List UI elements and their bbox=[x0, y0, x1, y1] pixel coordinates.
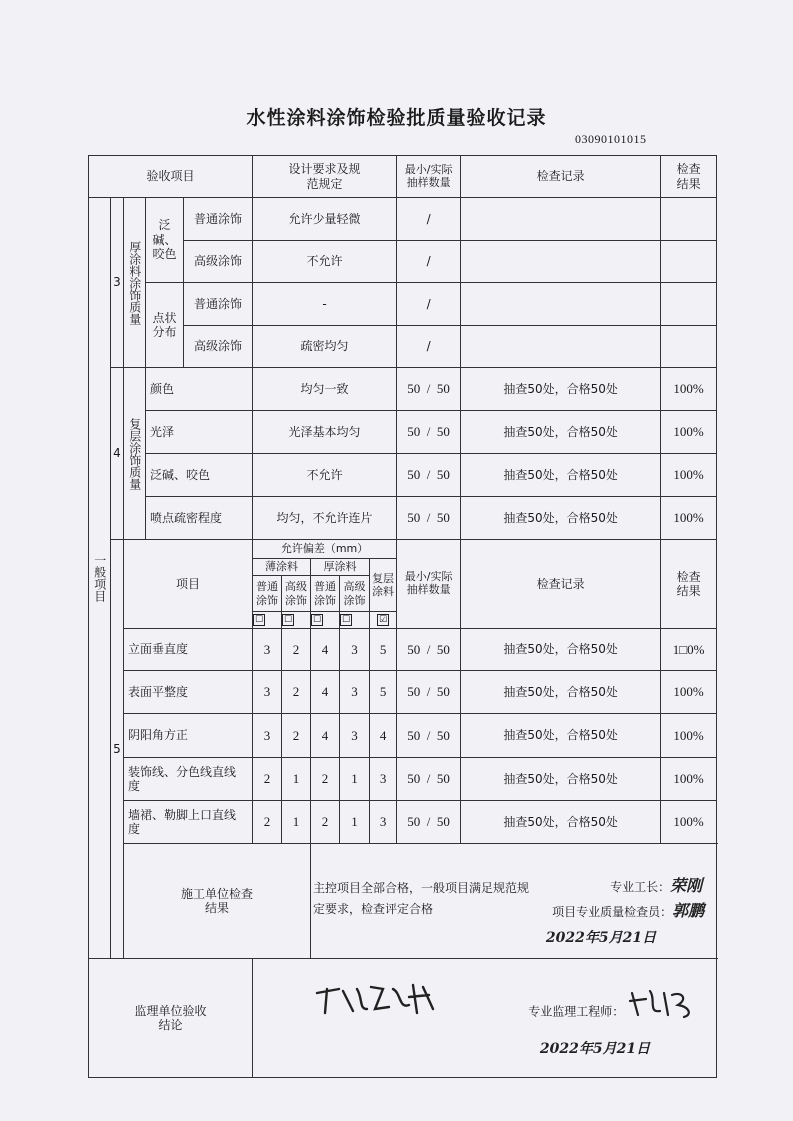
sample-count: 50 / 50 bbox=[397, 497, 461, 540]
construction-result-row bbox=[89, 844, 717, 959]
supervision-label: 监理单位验收结论 bbox=[89, 959, 253, 1078]
advanced-finish-header: 高级涂饰 bbox=[340, 576, 370, 612]
header-design: 设计要求及规范规定 bbox=[253, 156, 397, 198]
supervisor-signature bbox=[628, 987, 698, 1019]
multi-coating-header: 复层涂料 bbox=[370, 559, 397, 612]
check-result: 100% bbox=[661, 411, 717, 454]
tolerance-value: 3 bbox=[253, 714, 282, 758]
tolerance-value: 2 bbox=[311, 801, 340, 844]
requirement: 允许少量轻微 bbox=[253, 198, 397, 241]
table-row bbox=[89, 671, 717, 714]
tolerance-value: 4 bbox=[311, 629, 340, 671]
tolerance-value: 4 bbox=[311, 714, 340, 758]
supervision-date: 2022年5月21日 bbox=[539, 1041, 651, 1057]
check-result: 100% bbox=[661, 454, 717, 497]
requirement: 疏密均匀 bbox=[253, 326, 397, 368]
checkbox-multi-coating[interactable]: ☑ bbox=[370, 612, 397, 629]
check-result bbox=[661, 198, 717, 241]
checkbox-advanced-thick[interactable]: ☐ bbox=[340, 612, 370, 629]
check-result bbox=[661, 241, 717, 283]
item-header: 项目 bbox=[124, 540, 253, 629]
check-result bbox=[661, 326, 717, 368]
check-record: 抽查50处，合格50处 bbox=[461, 801, 661, 844]
group-number: 5 bbox=[111, 540, 124, 959]
item-label: 墙裙、勒脚上口直线度 bbox=[124, 801, 253, 844]
item-label: 表面平整度 bbox=[124, 671, 253, 714]
header-sample: 最小/实际抽样数量 bbox=[397, 156, 461, 198]
document-title: 水性涂料涂饰检验批质量验收记录 bbox=[246, 107, 547, 129]
check-record: 抽查50处，合格50处 bbox=[461, 758, 661, 801]
sub-item: 泛碱、咬色 bbox=[146, 198, 184, 283]
inspector-signature: 郭鹏 bbox=[672, 901, 705, 920]
check-result: 100% bbox=[661, 368, 717, 411]
common-finish-header: 普通涂饰 bbox=[311, 576, 340, 612]
result-header: 检查结果 bbox=[661, 540, 717, 629]
tolerance-value: 2 bbox=[282, 629, 311, 671]
requirement: 均匀，不允许连片 bbox=[253, 497, 397, 540]
table-row bbox=[89, 241, 717, 283]
tolerance-value: 2 bbox=[282, 714, 311, 758]
sample-count: 50 / 50 bbox=[397, 714, 461, 758]
construction-date: 2022年5月21日 bbox=[545, 930, 657, 946]
tolerance-value: 3 bbox=[340, 629, 370, 671]
table-header-row bbox=[89, 156, 717, 198]
requirement: 光泽基本均匀 bbox=[253, 411, 397, 454]
tolerance-value: 3 bbox=[253, 629, 282, 671]
sample-count: / bbox=[397, 241, 461, 283]
check-record: 抽查50处，合格50处 bbox=[461, 714, 661, 758]
check-record bbox=[461, 326, 661, 368]
grade-label: 普通涂饰 bbox=[184, 198, 253, 241]
tolerance-value: 2 bbox=[311, 758, 340, 801]
sample-header: 最小/实际抽样数量 bbox=[397, 540, 461, 629]
check-result bbox=[661, 283, 717, 326]
supervisor-signature-line: 专业监理工程师： bbox=[528, 987, 698, 1019]
check-result: 100% bbox=[661, 671, 717, 714]
item-label: 阴阳角方正 bbox=[124, 714, 253, 758]
tolerance-value: 1 bbox=[282, 801, 311, 844]
record-header: 检查记录 bbox=[461, 540, 661, 629]
construction-content bbox=[311, 844, 717, 959]
table-row bbox=[89, 411, 717, 454]
advanced-finish-header: 高级涂饰 bbox=[282, 576, 311, 612]
table-row bbox=[89, 283, 717, 326]
sample-count: 50 / 50 bbox=[397, 368, 461, 411]
item-label: 装饰线、分色线直线度 bbox=[124, 758, 253, 801]
table-row bbox=[89, 801, 717, 844]
foreman-signature: 荣刚 bbox=[670, 876, 703, 895]
construction-label: 施工单位检查结果 bbox=[124, 844, 311, 959]
requirement: 不允许 bbox=[253, 454, 397, 497]
document-number: 03090101015 bbox=[575, 132, 647, 146]
checkbox-advanced-thin[interactable]: ☐ bbox=[282, 612, 311, 629]
tolerance-value: 5 bbox=[370, 671, 397, 714]
sub-item: 点状分布 bbox=[146, 283, 184, 368]
sample-count: / bbox=[397, 326, 461, 368]
group-number: 3 bbox=[111, 198, 124, 368]
grade-label: 高级涂饰 bbox=[184, 326, 253, 368]
check-record bbox=[461, 283, 661, 326]
item-label: 颜色 bbox=[146, 368, 253, 411]
tolerance-value: 1 bbox=[282, 758, 311, 801]
check-record: 抽查50处，合格50处 bbox=[461, 368, 661, 411]
thick-coating-header: 厚涂料 bbox=[311, 559, 370, 576]
check-record: 抽查50处，合格50处 bbox=[461, 497, 661, 540]
sample-count: 50 / 50 bbox=[397, 411, 461, 454]
sample-count: 50 / 50 bbox=[397, 758, 461, 801]
sample-count: 50 / 50 bbox=[397, 629, 461, 671]
supervision-result-row bbox=[89, 959, 717, 1078]
grade-label: 普通涂饰 bbox=[184, 283, 253, 326]
check-record: 抽查50处，合格50处 bbox=[461, 671, 661, 714]
tolerance-header: 允许偏差（mm） bbox=[253, 540, 397, 559]
tolerance-value: 5 bbox=[370, 629, 397, 671]
sample-count: 50 / 50 bbox=[397, 671, 461, 714]
table-row bbox=[89, 326, 717, 368]
table-row bbox=[89, 758, 717, 801]
inspection-record-table bbox=[88, 155, 717, 1078]
tolerance-value: 3 bbox=[340, 671, 370, 714]
tolerance-value: 3 bbox=[370, 801, 397, 844]
requirement: - bbox=[253, 283, 397, 326]
table-row bbox=[89, 497, 717, 540]
checkbox-common-thin[interactable]: ☐ bbox=[253, 612, 282, 629]
sample-count: / bbox=[397, 198, 461, 241]
check-result: 1□0% bbox=[661, 629, 717, 671]
check-record bbox=[461, 198, 661, 241]
tolerance-value: 3 bbox=[370, 758, 397, 801]
item-label: 泛碱、咬色 bbox=[146, 454, 253, 497]
table-row bbox=[89, 198, 717, 241]
table-row bbox=[89, 629, 717, 671]
general-items-label: 一般项目 bbox=[89, 198, 111, 959]
check-result: 100% bbox=[661, 758, 717, 801]
checkbox-common-thick[interactable]: ☐ bbox=[311, 612, 340, 629]
tolerance-value: 2 bbox=[282, 671, 311, 714]
group-number: 4 bbox=[111, 368, 124, 540]
sample-count: 50 / 50 bbox=[397, 454, 461, 497]
item-label: 立面垂直度 bbox=[124, 629, 253, 671]
item-label: 喷点疏密程度 bbox=[146, 497, 253, 540]
construction-conclusion: 主控项目全部合格，一般项目满足规范规 定要求，检查评定合格 bbox=[313, 881, 530, 916]
grade-label: 高级涂饰 bbox=[184, 241, 253, 283]
header-item: 验收项目 bbox=[89, 156, 253, 198]
table-row bbox=[89, 368, 717, 411]
header-record: 检查记录 bbox=[461, 156, 661, 198]
tolerance-value: 2 bbox=[253, 758, 282, 801]
tolerance-value: 1 bbox=[340, 801, 370, 844]
check-result: 100% bbox=[661, 714, 717, 758]
check-record bbox=[461, 241, 661, 283]
tolerance-value: 2 bbox=[253, 801, 282, 844]
group-name: 厚涂料涂饰质量 bbox=[124, 198, 146, 368]
check-record: 抽查50处，合格50处 bbox=[461, 454, 661, 497]
sample-count: 50 / 50 bbox=[397, 801, 461, 844]
table-row bbox=[89, 540, 717, 559]
common-finish-header: 普通涂饰 bbox=[253, 576, 282, 612]
table-row bbox=[89, 714, 717, 758]
check-record: 抽查50处，合格50处 bbox=[461, 411, 661, 454]
requirement: 不允许 bbox=[253, 241, 397, 283]
tolerance-value: 3 bbox=[340, 714, 370, 758]
supervision-conclusion-handwriting bbox=[313, 979, 443, 1019]
tolerance-value: 1 bbox=[340, 758, 370, 801]
inspector-signature-line: 项目专业质量检查员：郭鹏 bbox=[552, 901, 705, 920]
supervision-content bbox=[253, 959, 717, 1078]
tolerance-value: 4 bbox=[311, 671, 340, 714]
tolerance-value: 4 bbox=[370, 714, 397, 758]
item-label: 光泽 bbox=[146, 411, 253, 454]
check-record: 抽查50处，合格50处 bbox=[461, 629, 661, 671]
thin-coating-header: 薄涂料 bbox=[253, 559, 311, 576]
group-name: 复层涂饰质量 bbox=[124, 368, 146, 540]
requirement: 均匀一致 bbox=[253, 368, 397, 411]
tolerance-value: 3 bbox=[253, 671, 282, 714]
check-result: 100% bbox=[661, 497, 717, 540]
header-result: 检查结果 bbox=[661, 156, 717, 198]
sample-count: / bbox=[397, 283, 461, 326]
table-row bbox=[89, 454, 717, 497]
foreman-signature-line: 专业工长：荣刚 bbox=[610, 876, 703, 895]
check-result: 100% bbox=[661, 801, 717, 844]
